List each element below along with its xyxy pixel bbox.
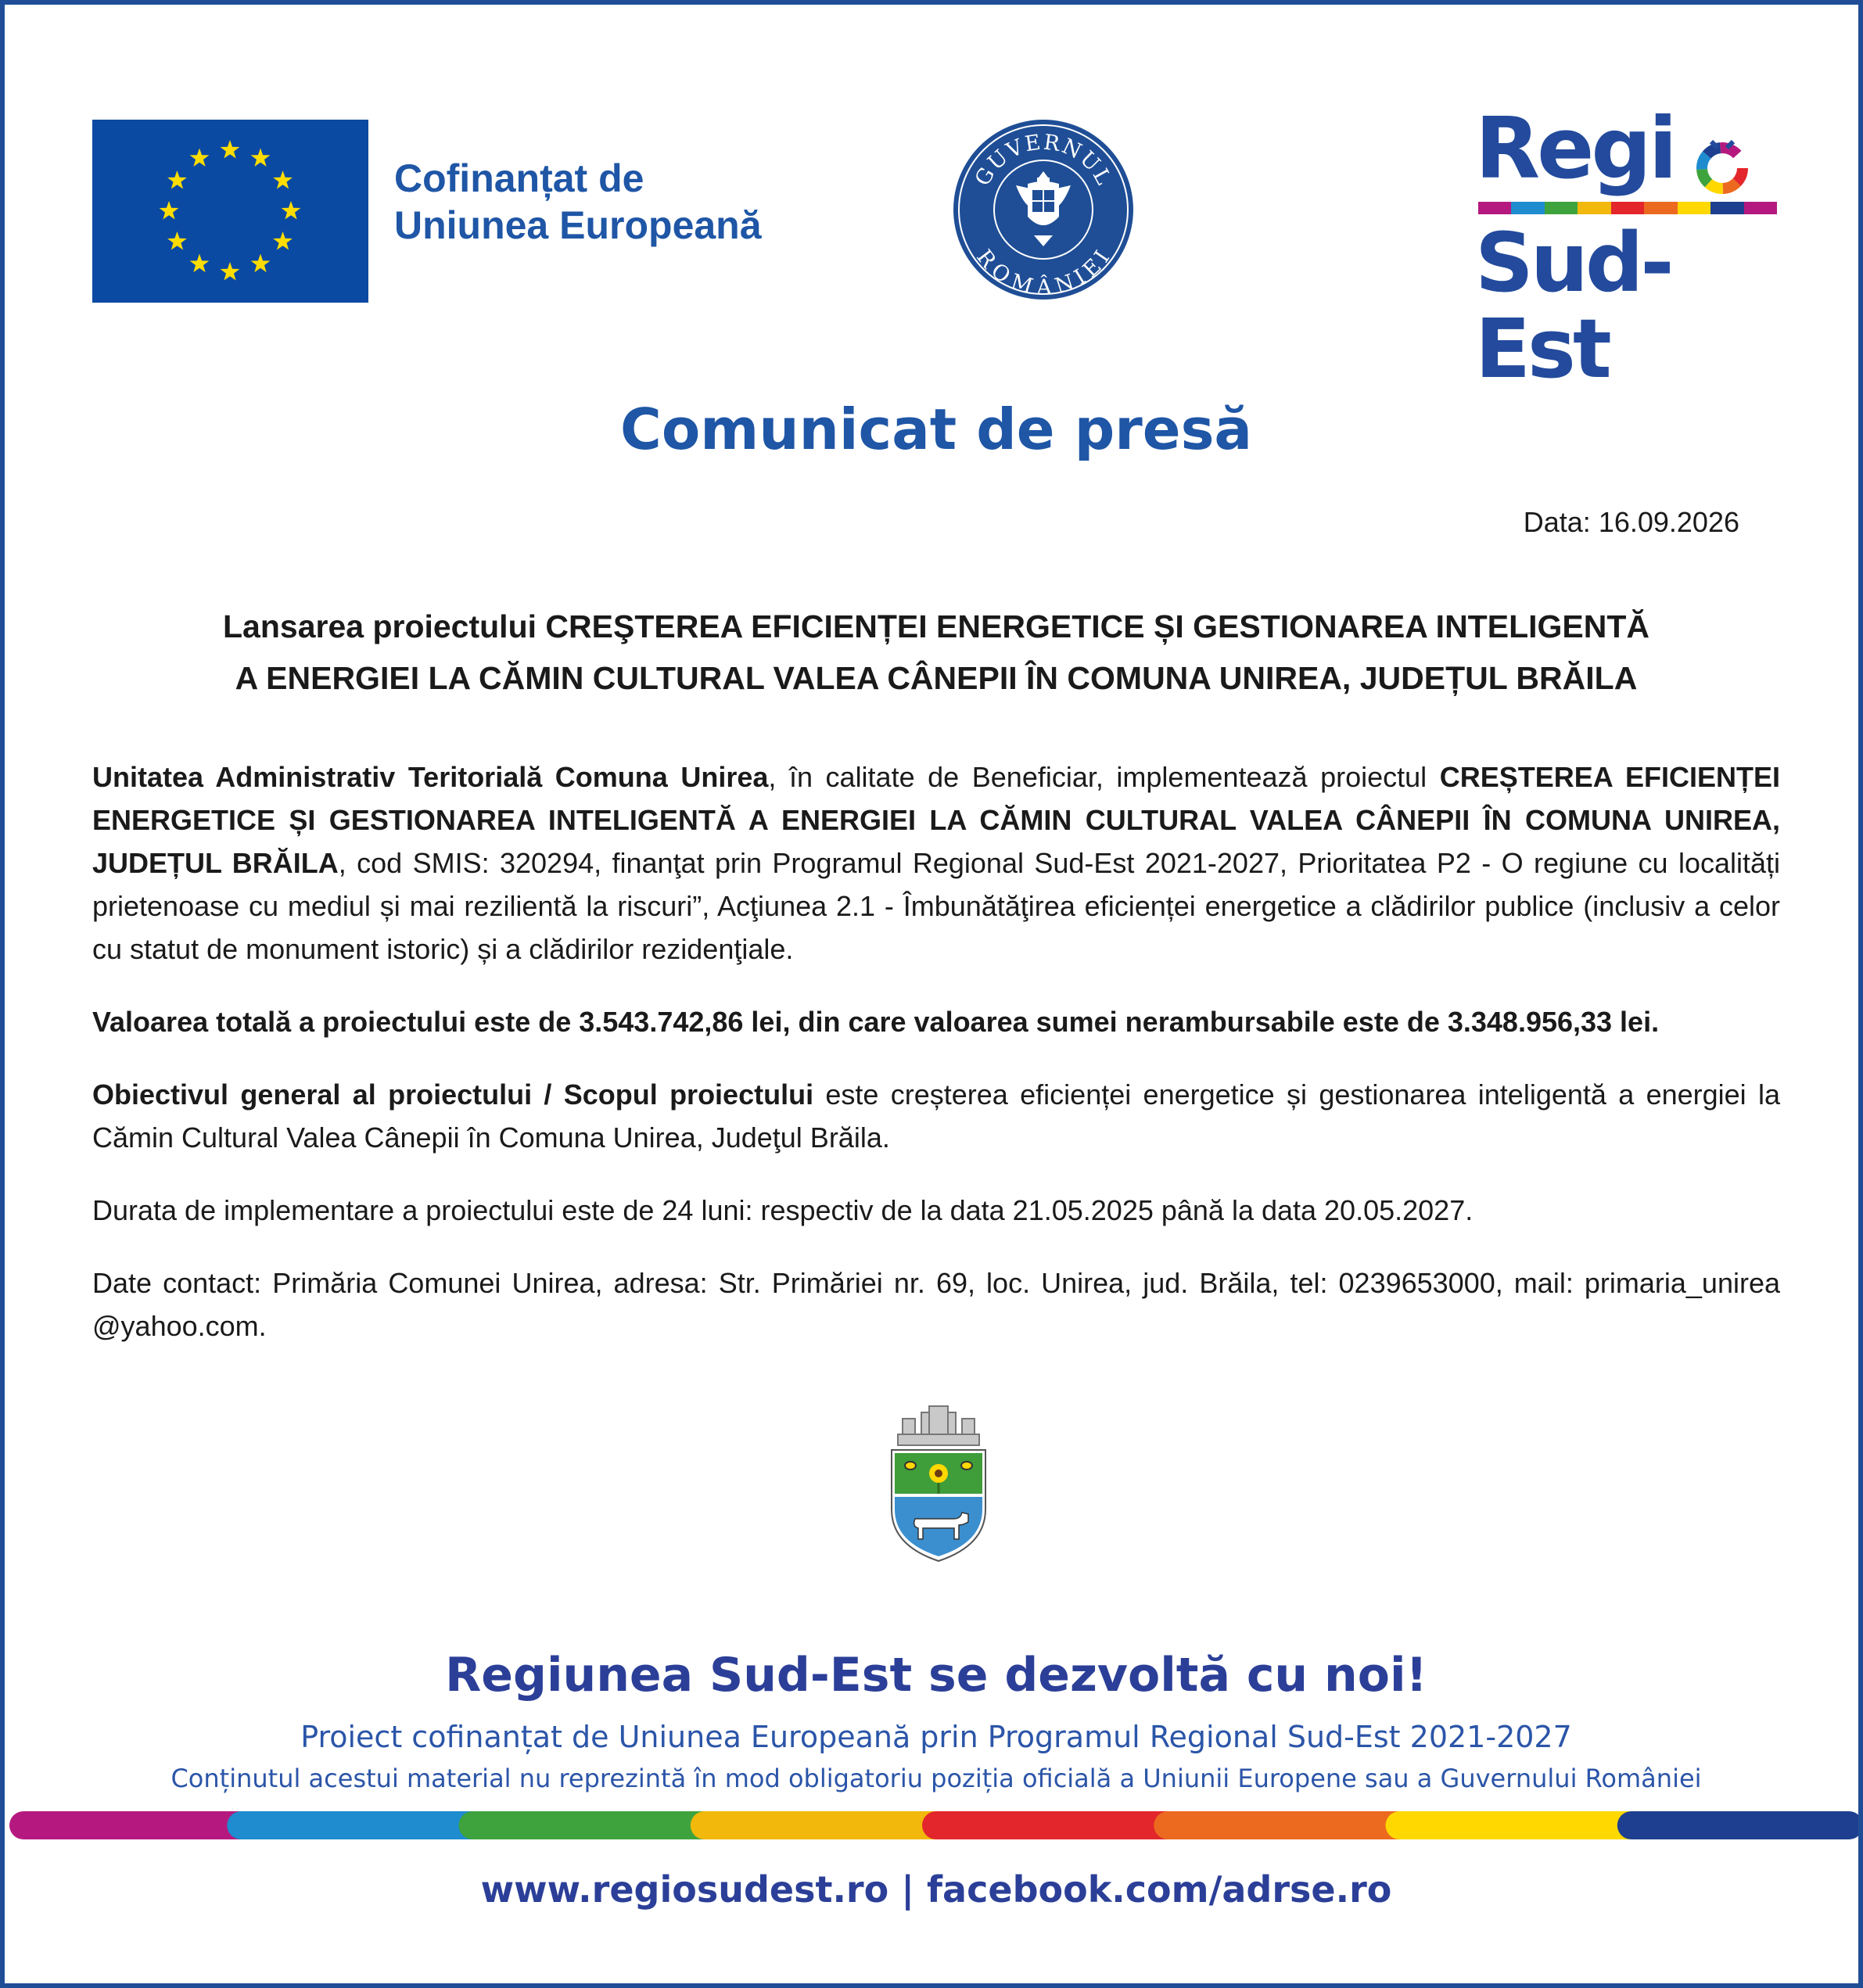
band-segment (922, 1811, 1182, 1839)
regio-o-ring-icon (1694, 140, 1750, 196)
headline-line-1: Lansarea proiectului CREŞTEREA EFICIENȚEI ENERGETICE ȘI GESTIONAREA INTELIGENTĂ (223, 608, 1649, 644)
footer-links: www.regiosudest.ro | facebook.com/adrse.ro (480, 1868, 1392, 1911)
project-title: CREȘTEREA EFICIENȚEI ENERGETICE ȘI GESTIONAREA INTELIGENTĂ A ENERGIEI LA CĂMIN CULTURAL VALEA CÂNEPII ÎN COMUNA UNIREA, JUDEȚUL BRĂILA (92, 761, 1781, 879)
document-date: Data: 16.09.2026 (1523, 506, 1739, 538)
band-segment (1154, 1811, 1413, 1839)
headline-line-2: A ENERGIEI LA CĂMIN CULTURAL VALEA CÂNEPII ÎN COMUNA UNIREA, JUDEȚUL BRĂILA (235, 660, 1638, 696)
eu-flag-icon (92, 120, 368, 303)
paragraph-text: este creșterea eficienței energetice și gestionarea inteligentă a energiei la Cămin Cultural Valea Cânepii în Comuna Unirea, Judeţul Brăila. (92, 1078, 1780, 1154)
seal-top-text: GUVERNUL (970, 130, 1117, 191)
paragraph-text: , în calitate de Beneficiar, implementează proiectul (768, 761, 1440, 793)
slogan: Regiunea Sud-Est se dezvoltă cu noi! (445, 1648, 1427, 1703)
seal-bottom-text: ROMÂNIEI (971, 245, 1116, 300)
band-segment (9, 1811, 255, 1839)
document-body (92, 755, 1780, 1377)
band-segment (459, 1811, 719, 1839)
objective-label: Obiectivul general al proiectului / Scopul proiectului (92, 1078, 814, 1111)
headline (92, 601, 1780, 704)
regio-logo-line-2: Sud-Est (1475, 215, 1671, 397)
eu-line-1: Cofinanțat de (394, 156, 644, 200)
project-value-text: Valoarea totală a proiectului este de 3.543.742,86 lei, din care valoarea sumei nerambursabile este de 3.348.956,33 lei. (92, 1006, 1660, 1038)
paragraph-project-duration: Durata de implementare a proiectului este de 24 luni: respectiv de la data 21.05.2025 până la data 20.05.2027. (92, 1194, 1474, 1226)
paragraph-project-description (92, 755, 1780, 971)
band-segment (1617, 1811, 1863, 1839)
band-segment (227, 1811, 486, 1839)
page-title: Comunicat de presă (619, 397, 1253, 462)
paragraph-project-objective (92, 1073, 1780, 1159)
commune-coat-of-arms-icon (884, 1401, 993, 1566)
paragraph-contact: Date contact: Primăria Comunei Unirea, adresa: Str. Primăriei nr. 69, loc. Unirea, jud. Brăila, tel: 0239653000, mail: primaria_unirea @yahoo.com. (92, 1267, 1780, 1342)
beneficiary-name: Unitatea Administrativ Teritorială Comuna Unirea (92, 761, 769, 793)
paragraph-project-value (92, 1000, 1780, 1043)
paragraph-text: , cod SMIS: 320294, finanţat prin Programul Regional Sud-Est 2021-2027, Prioritatea P2 - O regiune cu localități prietenoase cu mediul și mai rezilientă la riscuri”, Acţiunea 2.1 - Îmbunătăţirea eficienței energetice a clădirilor publice (inclusiv a celor cu statut de monument istoric) și a clădirilor rezidenţiale. (92, 847, 1781, 965)
government-coat-of-arms-icon (952, 118, 1135, 301)
eu-cofinancing-label (394, 155, 762, 249)
disclaimer: Conținutul acestui material nu reprezintă în mod obligatoriu poziția oficială a Uniunii Europene sau a Guvernului României (171, 1764, 1702, 1793)
band-segment (691, 1811, 950, 1839)
footer-color-band (9, 1811, 1863, 1839)
band-segment (1386, 1811, 1646, 1839)
regio-color-bar (1478, 202, 1777, 214)
regio-sud-est-logo (1475, 100, 1780, 397)
eu-line-2: Uniunea Europeană (394, 203, 762, 247)
regio-logo-line-1: Regi (1475, 100, 1675, 198)
cofinancing-statement: Proiect cofinanțat de Uniunea Europeană prin Programul Regional Sud-Est 2021-2027 (300, 1720, 1572, 1754)
